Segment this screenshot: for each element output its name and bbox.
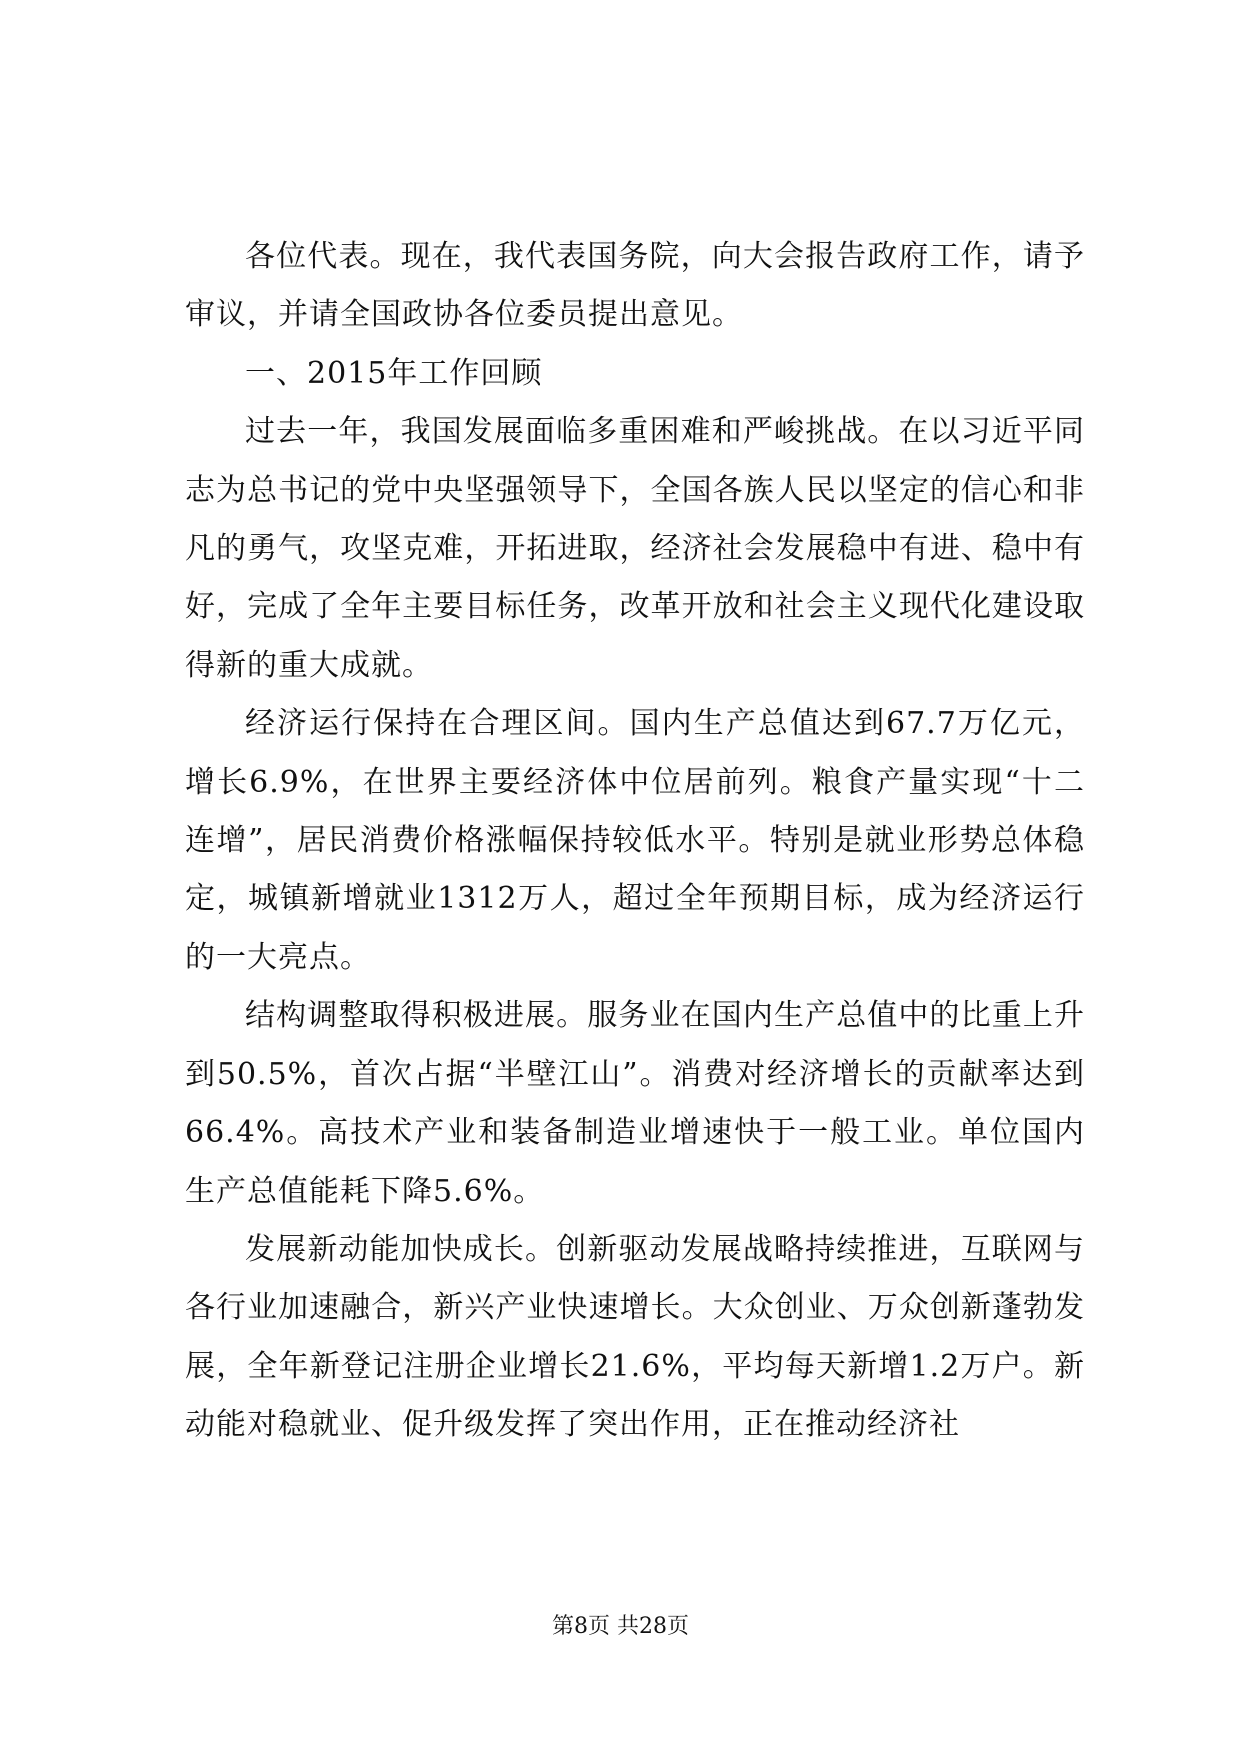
paragraph-economy: 经济运行保持在合理区间。国内生产总值达到67.7万亿元，增长6.9%，在世界主要经济体中位居前列。粮食产量实现“十二连增”，居民消费价格涨幅保持较低水平。特别是就业形势总体稳定，城镇新增就业1312万人，超过全年预期目标，成为经济运行的一大亮点。 <box>185 706 1085 975</box>
document-body <box>185 228 1085 1455</box>
section-heading: 一、2015年工作回顾 <box>245 355 543 391</box>
paragraph-new-momentum: 发展新动能加快成长。创新驱动发展战略持续推进，互联网与各行业加速融合，新兴产业快速增长。大众创业、万众创新蓬勃发展，全年新登记注册企业增长21.6%，平均每天新增1.2万户。新动能对稳就业、促升级发挥了突出作用，正在推动经济社 <box>185 1231 1085 1443</box>
paragraph-intro: 各位代表。现在，我代表国务院，向大会报告政府工作，请予审议，并请全国政协各位委员提出意见。 <box>185 239 1085 333</box>
paragraph-overview: 过去一年，我国发展面临多重困难和严峻挑战。在以习近平同志为总书记的党中央坚强领导下，全国各族人民以坚定的信心和非凡的勇气，攻坚克难，开拓进取，经济社会发展稳中有进、稳中有好，完成了全年主要目标任务，改革开放和社会主义现代化建设取得新的重大成就。 <box>185 414 1085 683</box>
paragraph-structure: 结构调整取得积极进展。服务业在国内生产总值中的比重上升到50.5%，首次占据“半壁江山”。消费对经济增长的贡献率达到66.4%。高技术产业和装备制造业增速快于一般工业。单位国内生产总值能耗下降5.6%。 <box>185 998 1085 1209</box>
page-number-footer: 第8页 共28页 <box>552 1614 689 1639</box>
